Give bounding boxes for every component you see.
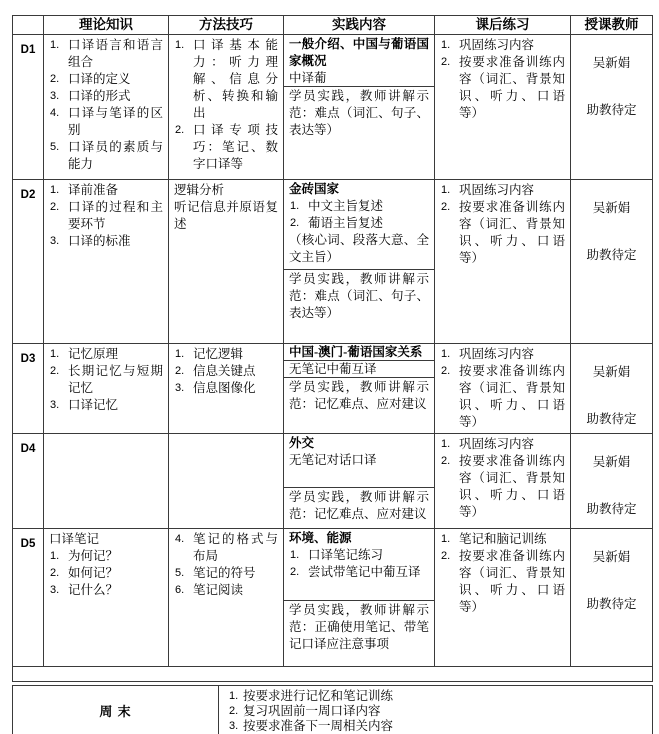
item-number: 1.	[441, 533, 451, 545]
d2-homework-cell	[435, 180, 571, 344]
d2-practice-cell	[284, 180, 435, 344]
teacher-name: 吴新娟	[592, 201, 631, 215]
practice-items	[289, 198, 429, 232]
item-number: 2.	[229, 705, 239, 717]
item-number: 1.	[441, 39, 451, 51]
item-number: 1.	[50, 348, 60, 360]
practice-title: 金砖国家	[289, 182, 340, 196]
list-item	[49, 37, 163, 71]
teacher-assistant: 助教待定	[586, 597, 637, 611]
d4-day-label: D4	[13, 434, 44, 529]
item-text: 口译与笔译的区别	[68, 106, 163, 137]
list-item	[440, 199, 565, 267]
teacher-assistant: 助教待定	[586, 103, 637, 117]
item-number: 2.	[441, 550, 451, 562]
item-text: 笔记和脑记训练	[459, 532, 547, 546]
list-item	[440, 54, 565, 122]
item-text: 按要求准备训练内容（词汇、背景知识、听力、口语等）	[459, 200, 565, 265]
practice-note: （核心词、段落大意、全文主旨）	[289, 233, 429, 264]
spacer-row	[13, 667, 653, 682]
item-text: 信息关键点	[193, 364, 256, 378]
d4-methods-cell	[169, 434, 284, 529]
d2-theory-cell	[44, 180, 169, 344]
d4-theory-cell	[44, 434, 169, 529]
item-text: 巩固练习内容	[459, 38, 535, 52]
header-day	[13, 16, 44, 35]
list-item	[174, 122, 278, 173]
item-text: 按要求准备训练内容（词汇、背景知识、听力、口语等）	[459, 454, 565, 519]
list-item	[174, 582, 278, 599]
item-number: 1.	[175, 348, 185, 360]
item-text: 巩固练习内容	[459, 183, 535, 197]
item-text: 口译的定义	[68, 72, 131, 86]
list-item	[49, 88, 163, 105]
header-theory: 理论知识	[44, 16, 169, 35]
item-text: 如何记？	[68, 566, 119, 580]
list-item	[223, 704, 648, 719]
item-text: 口译的过程和主要环节	[68, 200, 163, 231]
list-item	[174, 346, 278, 363]
list-item	[289, 215, 429, 232]
item-text: 口译的标准	[68, 234, 131, 248]
list-item	[49, 582, 163, 599]
list-item	[49, 139, 163, 173]
item-text: 口译语言和语言组合	[68, 38, 163, 69]
teacher-name: 吴新娟	[592, 56, 631, 70]
list-item	[49, 397, 163, 414]
teacher-name: 吴新娟	[592, 365, 631, 379]
d3-teacher-cell	[571, 344, 653, 434]
list-item	[440, 436, 565, 453]
d5-practice-topic	[284, 529, 434, 601]
d5-theory-cell	[44, 529, 169, 667]
list-item	[49, 233, 163, 250]
row-d1	[13, 35, 653, 180]
d5-teacher-cell	[571, 529, 653, 667]
header-methods: 方法技巧	[169, 16, 284, 35]
d4-practice-demo: 学员实践，教师讲解示范：记忆难点、应对建议	[289, 490, 429, 521]
practice-line: 无笔记对话口译	[289, 453, 377, 467]
list-item	[440, 37, 565, 54]
list-item	[49, 105, 163, 139]
list-item	[289, 198, 429, 215]
header-practice: 实践内容	[284, 16, 435, 35]
list-item	[440, 182, 565, 199]
list-item	[49, 363, 163, 397]
header-row	[13, 16, 653, 35]
row-d2	[13, 180, 653, 344]
item-number: 2.	[441, 56, 451, 68]
list-item	[49, 565, 163, 582]
d2-practice-topic	[284, 180, 434, 270]
item-number: 2.	[441, 365, 451, 377]
item-text: 记什么？	[68, 583, 119, 597]
list-item	[174, 565, 278, 582]
row-d5	[13, 529, 653, 667]
item-number: 1.	[175, 39, 185, 51]
item-number: 2.	[441, 455, 451, 467]
practice-items	[289, 547, 429, 581]
item-number: 1.	[50, 550, 60, 562]
teacher-name: 吴新娟	[592, 455, 631, 469]
item-number: 1.	[50, 39, 60, 51]
item-number: 2.	[50, 567, 60, 579]
item-text: 口译专项技巧：笔记、数字口译等	[193, 123, 278, 171]
item-text: 记忆逻辑	[193, 347, 244, 361]
item-number: 6.	[175, 584, 185, 596]
item-number: 3.	[175, 382, 185, 394]
practice-title: 一般介绍、中国与葡语国家概况	[289, 37, 429, 68]
item-text: 长期记忆与短期记忆	[68, 364, 163, 395]
item-text: 尝试带笔记中葡互译	[308, 565, 421, 579]
list-item	[440, 453, 565, 521]
d2-day-label: D2	[13, 180, 44, 344]
header-teacher: 授课教师	[571, 16, 653, 35]
d1-teacher-cell	[571, 35, 653, 180]
item-text: 口译的形式	[68, 89, 131, 103]
practice-title: 环境、能源	[289, 531, 352, 545]
d1-homework-cell	[435, 35, 571, 180]
list-item	[174, 531, 278, 565]
item-number: 2.	[50, 201, 60, 213]
item-number: 1.	[441, 348, 451, 360]
d5-methods-cell	[169, 529, 284, 667]
d2-teacher-cell	[571, 180, 653, 344]
item-number: 2.	[50, 73, 60, 85]
weekend-items-cell	[219, 686, 653, 734]
d5-day-label: D5	[13, 529, 44, 667]
item-text: 口译记忆	[68, 398, 119, 412]
d3-day-label: D3	[13, 344, 44, 434]
d2-practice-demo: 学员实践，教师讲解示范：难点（词汇、句子、表达等）	[289, 272, 429, 320]
list-item	[440, 531, 565, 548]
item-text: 笔记的符号	[193, 566, 256, 580]
item-text: 按要求准备训练内容（词汇、背景知识、听力、口语等）	[459, 55, 565, 120]
teacher-assistant: 助教待定	[586, 412, 637, 426]
d4-homework-cell	[435, 434, 571, 529]
d5-practice-cell	[284, 529, 435, 667]
d1-theory-cell	[44, 35, 169, 180]
item-text: 按要求准备下一周相关内容	[243, 719, 394, 733]
method-line: 逻辑分析	[174, 183, 225, 197]
item-number: 3.	[50, 90, 60, 102]
item-number: 1.	[290, 549, 300, 561]
list-item	[223, 689, 648, 704]
teacher-assistant: 助教待定	[586, 502, 637, 516]
item-number: 5.	[50, 141, 60, 153]
list-item	[223, 719, 648, 734]
d1-methods-cell	[169, 35, 284, 180]
item-number: 2.	[441, 201, 451, 213]
item-number: 1.	[290, 200, 300, 212]
list-item	[174, 363, 278, 380]
item-number: 1.	[441, 184, 451, 196]
theory-items	[49, 548, 163, 599]
item-number: 2.	[290, 217, 300, 229]
row-d3	[13, 344, 653, 434]
weekend-label-cell: 周 末	[13, 686, 219, 734]
item-text: 记忆原理	[68, 347, 119, 361]
item-text: 复习巩固前一周口译内容	[243, 704, 381, 718]
item-text: 巩固练习内容	[459, 437, 535, 451]
item-text: 口译基本能力：听力理解、信息分析、转换和输出	[193, 38, 278, 120]
list-item	[174, 380, 278, 397]
d4-teacher-cell	[571, 434, 653, 529]
item-number: 4.	[50, 107, 60, 119]
item-number: 5.	[175, 567, 185, 579]
item-text: 巩固练习内容	[459, 347, 535, 361]
item-text: 中文主旨复述	[308, 199, 384, 213]
course-schedule-table	[12, 15, 653, 682]
item-text: 信息图像化	[193, 381, 256, 395]
spacer-cell	[13, 667, 653, 682]
theory-heading: 口译笔记	[49, 532, 100, 546]
item-text: 口译笔记练习	[308, 548, 384, 562]
d1-practice-demo: 学员实践，教师讲解示范：难点（词汇、句子、表达等）	[289, 89, 429, 137]
list-item	[440, 346, 565, 363]
d3-methods-cell	[169, 344, 284, 434]
d4-practice-cell	[284, 434, 435, 529]
teacher-name: 吴新娟	[592, 550, 631, 564]
item-number: 1.	[229, 690, 239, 702]
list-item	[49, 71, 163, 88]
header-homework: 课后练习	[435, 16, 571, 35]
teacher-assistant: 助教待定	[586, 248, 637, 262]
row-d4	[13, 434, 653, 529]
item-number: 3.	[50, 584, 60, 596]
d3-theory-cell	[44, 344, 169, 434]
list-item	[49, 548, 163, 565]
item-number: 1.	[50, 184, 60, 196]
item-number: 2.	[50, 365, 60, 377]
item-number: 4.	[175, 533, 185, 545]
list-item	[49, 346, 163, 363]
d1-practice-topic	[284, 35, 434, 87]
item-text: 按要求进行记忆和笔记训练	[243, 689, 394, 703]
list-item	[49, 182, 163, 199]
practice-line: 中译葡	[289, 71, 327, 85]
d1-practice-cell	[284, 35, 435, 180]
weekend-row	[13, 686, 653, 734]
item-number: 3.	[50, 235, 60, 247]
list-item	[289, 564, 429, 581]
list-item	[440, 363, 565, 431]
item-text: 口译员的素质与能力	[68, 140, 163, 171]
d5-homework-cell	[435, 529, 571, 667]
d1-day-label: D1	[13, 35, 44, 180]
item-text: 按要求准备训练内容（词汇、背景知识、听力、口语等）	[459, 549, 565, 614]
list-item	[49, 199, 163, 233]
item-text: 为何记？	[68, 549, 119, 563]
item-text: 葡语主旨复述	[308, 216, 384, 230]
item-text: 译前准备	[68, 183, 119, 197]
method-line: 听记信息并原语复述	[174, 200, 278, 231]
item-number: 2.	[175, 365, 185, 377]
item-text: 笔记阅读	[193, 583, 244, 597]
item-number: 2.	[290, 566, 300, 578]
practice-title: 外交	[289, 436, 315, 450]
item-number: 1.	[441, 438, 451, 450]
d3-practice-demo: 学员实践，教师讲解示范：记忆难点、应对建议	[289, 380, 429, 411]
item-text: 笔记的格式与布局	[193, 532, 278, 563]
item-number: 3.	[229, 720, 239, 732]
d3-homework-cell	[435, 344, 571, 434]
item-number: 2.	[175, 124, 185, 136]
list-item	[174, 37, 278, 122]
list-item	[289, 547, 429, 564]
item-number: 3.	[50, 399, 60, 411]
d3-practice-mode: 无笔记中葡互译	[284, 361, 434, 378]
d2-methods-cell	[169, 180, 284, 344]
weekend-table	[12, 685, 653, 734]
d3-practice-cell	[284, 344, 435, 434]
list-item	[440, 548, 565, 616]
d3-practice-title: 中国-澳门-葡语国家关系	[284, 344, 434, 361]
d4-practice-topic	[284, 434, 434, 488]
d5-practice-demo: 学员实践，教师讲解示范：正确使用笔记、带笔记口译应注意事项	[289, 603, 429, 651]
item-text: 按要求准备训练内容（词汇、背景知识、听力、口语等）	[459, 364, 565, 429]
